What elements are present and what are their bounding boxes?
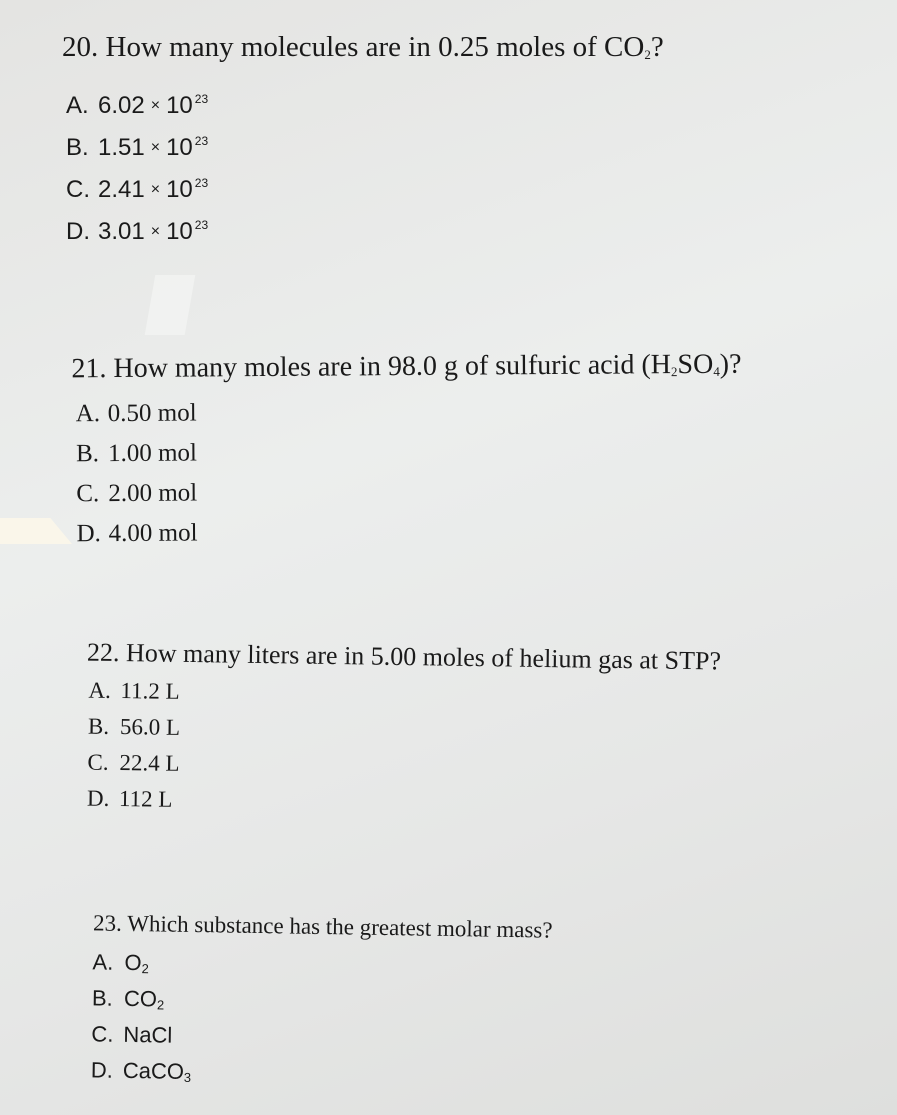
light-glare	[145, 275, 196, 335]
option-d[interactable]: D. CaCO$_3$	[90, 1057, 192, 1085]
question-23	[91, 906, 553, 1091]
question-number: 20.	[62, 31, 99, 63]
option-a[interactable]: A. $O_2$	[92, 949, 149, 977]
option-a[interactable]: A. 11.2 L	[88, 677, 180, 704]
option-c[interactable]: C. 22.4 L	[87, 749, 180, 776]
question-21-text: 21. How many moles are in 98.0 g of sulfuric acid $(H_2SO_4)$?	[71, 348, 742, 385]
question-number: 22.	[86, 637, 120, 668]
option-c[interactable]: C. 2.41 × 10 $^{23}$	[66, 176, 209, 203]
question-22-text: 22. How many liters are in 5.00 moles of helium gas at STP?	[86, 637, 722, 676]
question-number: 21.	[71, 353, 107, 385]
option-d[interactable]: D. 112 L	[86, 785, 173, 812]
question-20-text: 20. How many molecules are in 0.25 moles of $CO_2$?	[62, 31, 664, 63]
question-21	[71, 348, 742, 554]
option-d[interactable]: D. 3.01 × 10 $^{23}$	[66, 218, 209, 245]
option-a[interactable]: A. 0.50 mol	[75, 399, 197, 428]
question-23-text: 23. Which substance has the greatest molar mass?	[92, 910, 553, 943]
paper-edge-glare	[0, 518, 72, 544]
option-d[interactable]: D. 4.00 mol	[76, 519, 198, 548]
option-a[interactable]: A. 6.02 × 10 $^{23}$	[66, 92, 209, 119]
question-number: 23.	[92, 910, 123, 936]
question-22	[85, 636, 721, 823]
option-b[interactable]: B. $CO_2$	[91, 985, 165, 1013]
option-c[interactable]: C. NaCl	[91, 1021, 173, 1048]
option-b[interactable]: B. 1.51 × 10 $^{23}$	[66, 134, 209, 161]
option-c[interactable]: C. 2.00 mol	[76, 479, 198, 508]
option-b[interactable]: B. 56.0 L	[87, 713, 181, 740]
question-20	[62, 30, 664, 245]
option-b[interactable]: B. 1.00 mol	[75, 439, 198, 468]
